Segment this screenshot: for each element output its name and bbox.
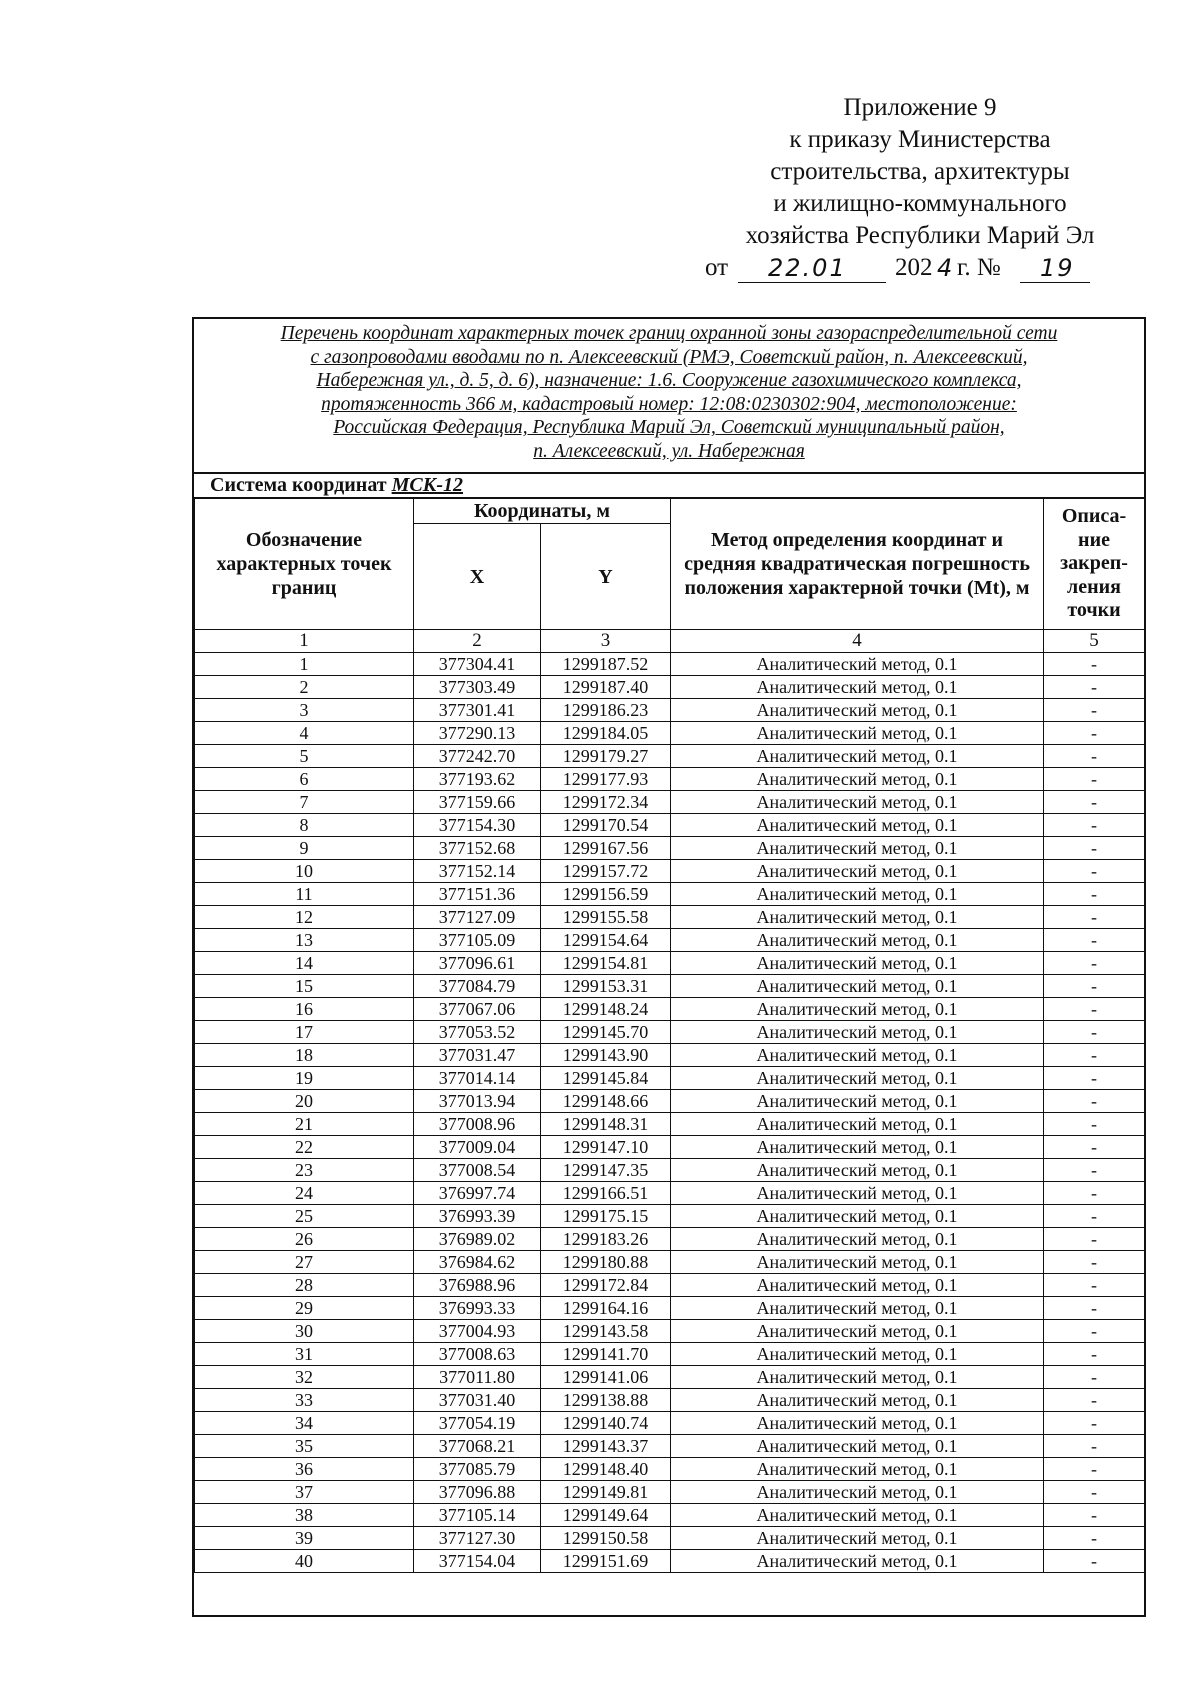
x-coordinate: 377127.09 (414, 906, 541, 929)
fixing-description: - (1044, 1458, 1145, 1481)
table-row (195, 1343, 1145, 1366)
y-coordinate: 1299164.16 (541, 1297, 671, 1320)
fixing-description: - (1044, 1366, 1145, 1389)
title-line: п. Алексеевский, ул. Набережная (533, 440, 805, 462)
y-coordinate: 1299154.81 (541, 952, 671, 975)
fixing-description: - (1044, 1067, 1145, 1090)
point-id: 24 (195, 1182, 414, 1205)
point-id: 23 (195, 1159, 414, 1182)
y-coordinate: 1299183.26 (541, 1228, 671, 1251)
y-coordinate: 1299143.90 (541, 1044, 671, 1067)
y-coordinate: 1299149.64 (541, 1504, 671, 1527)
point-id: 31 (195, 1343, 414, 1366)
fixing-description: - (1044, 952, 1145, 975)
point-id: 19 (195, 1067, 414, 1090)
x-coordinate: 377105.14 (414, 1504, 541, 1527)
y-coordinate: 1299145.70 (541, 1021, 671, 1044)
y-coordinate: 1299148.24 (541, 998, 671, 1021)
method: Аналитический метод, 0.1 (671, 1090, 1044, 1113)
table-row (195, 1550, 1145, 1573)
handwritten-date: 22.01 (768, 254, 847, 282)
fixing-description: - (1044, 1343, 1145, 1366)
point-id: 12 (195, 906, 414, 929)
y-coordinate: 1299148.66 (541, 1090, 671, 1113)
method: Аналитический метод, 0.1 (671, 1274, 1044, 1297)
table-row (195, 998, 1145, 1021)
x-coordinate: 377152.68 (414, 837, 541, 860)
x-coordinate: 377152.14 (414, 860, 541, 883)
table-row (195, 722, 1145, 745)
point-id: 13 (195, 929, 414, 952)
table-row (195, 1113, 1145, 1136)
fixing-description: - (1044, 653, 1145, 676)
method: Аналитический метод, 0.1 (671, 1412, 1044, 1435)
point-id: 21 (195, 1113, 414, 1136)
x-coordinate: 377304.41 (414, 653, 541, 676)
y-coordinate: 1299153.31 (541, 975, 671, 998)
x-coordinate: 377290.13 (414, 722, 541, 745)
method: Аналитический метод, 0.1 (671, 1136, 1044, 1159)
x-coordinate: 377154.30 (414, 814, 541, 837)
point-id: 7 (195, 791, 414, 814)
x-coordinate: 377085.79 (414, 1458, 541, 1481)
fixing-description: - (1044, 1136, 1145, 1159)
year-suffix-number-sign: г. № (957, 254, 1001, 281)
table-row (195, 653, 1145, 676)
appendix-header (690, 92, 1150, 286)
y-coordinate: 1299147.35 (541, 1159, 671, 1182)
point-id: 1 (195, 653, 414, 676)
table-row (195, 1389, 1145, 1412)
fixing-description: - (1044, 1044, 1145, 1067)
method: Аналитический метод, 0.1 (671, 814, 1044, 837)
table-row (195, 814, 1145, 837)
table-row (195, 745, 1145, 768)
fixing-description: - (1044, 1389, 1145, 1412)
x-coordinate: 377159.66 (414, 791, 541, 814)
header-y: Y (541, 524, 671, 630)
x-coordinate: 377105.09 (414, 929, 541, 952)
table-row (195, 1435, 1145, 1458)
header-x: X (414, 524, 541, 630)
point-id: 38 (195, 1504, 414, 1527)
x-coordinate: 377193.62 (414, 768, 541, 791)
fixing-description: - (1044, 975, 1145, 998)
table-row (195, 883, 1145, 906)
title-line: Российская Федерация, Республика Марий Эл, Советский муниципальный район, (333, 417, 1005, 439)
y-coordinate: 1299154.64 (541, 929, 671, 952)
table-row (195, 1297, 1145, 1320)
header-point-designation: Обозначение характерных точек границ (195, 499, 414, 630)
method: Аналитический метод, 0.1 (671, 998, 1044, 1021)
fixing-description: - (1044, 1113, 1145, 1136)
x-coordinate: 376989.02 (414, 1228, 541, 1251)
point-id: 27 (195, 1251, 414, 1274)
x-coordinate: 377011.80 (414, 1366, 541, 1389)
appendix-line: строительства, архитектуры (770, 158, 1070, 185)
point-id: 32 (195, 1366, 414, 1389)
fixing-description: - (1044, 1412, 1145, 1435)
y-coordinate: 1299177.93 (541, 768, 671, 791)
y-coordinate: 1299187.52 (541, 653, 671, 676)
method: Аналитический метод, 0.1 (671, 1343, 1044, 1366)
y-coordinate: 1299149.81 (541, 1481, 671, 1504)
table-row (195, 1228, 1145, 1251)
method: Аналитический метод, 0.1 (671, 1320, 1044, 1343)
table-row (195, 1481, 1145, 1504)
point-id: 3 (195, 699, 414, 722)
fixing-description: - (1044, 768, 1145, 791)
y-coordinate: 1299150.58 (541, 1527, 671, 1550)
y-coordinate: 1299145.84 (541, 1067, 671, 1090)
method: Аналитический метод, 0.1 (671, 1228, 1044, 1251)
appendix-line: Приложение 9 (843, 94, 997, 121)
y-coordinate: 1299179.27 (541, 745, 671, 768)
x-coordinate: 376988.96 (414, 1274, 541, 1297)
y-coordinate: 1299147.10 (541, 1136, 671, 1159)
column-number-row: 1 2 3 4 5 (195, 630, 1145, 653)
table-row (195, 1205, 1145, 1228)
x-coordinate: 377127.30 (414, 1527, 541, 1550)
method: Аналитический метод, 0.1 (671, 1205, 1044, 1228)
y-coordinate: 1299187.40 (541, 676, 671, 699)
method: Аналитический метод, 0.1 (671, 883, 1044, 906)
appendix-line: к приказу Министерства (789, 126, 1051, 153)
appendix-line: хозяйства Республики Марий Эл (745, 222, 1095, 249)
coordinates-table (194, 498, 1145, 1573)
x-coordinate: 377053.52 (414, 1021, 541, 1044)
x-coordinate: 376993.39 (414, 1205, 541, 1228)
x-coordinate: 377301.41 (414, 699, 541, 722)
point-id: 17 (195, 1021, 414, 1044)
method: Аналитический метод, 0.1 (671, 860, 1044, 883)
method: Аналитический метод, 0.1 (671, 929, 1044, 952)
method: Аналитический метод, 0.1 (671, 653, 1044, 676)
point-id: 8 (195, 814, 414, 837)
fixing-description: - (1044, 814, 1145, 837)
point-id: 15 (195, 975, 414, 998)
table-row (195, 929, 1145, 952)
method: Аналитический метод, 0.1 (671, 952, 1044, 975)
point-id: 5 (195, 745, 414, 768)
method: Аналитический метод, 0.1 (671, 1458, 1044, 1481)
method: Аналитический метод, 0.1 (671, 1021, 1044, 1044)
method: Аналитический метод, 0.1 (671, 1251, 1044, 1274)
fixing-description: - (1044, 722, 1145, 745)
fixing-description: - (1044, 837, 1145, 860)
point-id: 36 (195, 1458, 414, 1481)
point-id: 18 (195, 1044, 414, 1067)
x-coordinate: 377096.88 (414, 1481, 541, 1504)
year-prefix: 202 (895, 254, 933, 281)
x-coordinate: 377008.54 (414, 1159, 541, 1182)
x-coordinate: 377008.96 (414, 1113, 541, 1136)
x-coordinate: 377067.06 (414, 998, 541, 1021)
fixing-description: - (1044, 883, 1145, 906)
method: Аналитический метод, 0.1 (671, 745, 1044, 768)
y-coordinate: 1299148.40 (541, 1458, 671, 1481)
point-id: 34 (195, 1412, 414, 1435)
y-coordinate: 1299156.59 (541, 883, 671, 906)
table-row (195, 860, 1145, 883)
method: Аналитический метод, 0.1 (671, 1527, 1044, 1550)
method: Аналитический метод, 0.1 (671, 1182, 1044, 1205)
point-id: 35 (195, 1435, 414, 1458)
table-row (195, 837, 1145, 860)
point-id: 25 (195, 1205, 414, 1228)
x-coordinate: 377008.63 (414, 1343, 541, 1366)
fixing-description: - (1044, 791, 1145, 814)
x-coordinate: 377009.04 (414, 1136, 541, 1159)
method: Аналитический метод, 0.1 (671, 722, 1044, 745)
y-coordinate: 1299155.58 (541, 906, 671, 929)
y-coordinate: 1299172.84 (541, 1274, 671, 1297)
title-line: Набережная ул., д. 5, д. 6), назначение: 1.6. Сооружение газохимического комплекса, (316, 370, 1022, 392)
method: Аналитический метод, 0.1 (671, 1389, 1044, 1412)
method: Аналитический метод, 0.1 (671, 1481, 1044, 1504)
x-coordinate: 377154.04 (414, 1550, 541, 1573)
point-id: 33 (195, 1389, 414, 1412)
x-coordinate: 376984.62 (414, 1251, 541, 1274)
table-row (195, 1182, 1145, 1205)
point-id: 28 (195, 1274, 414, 1297)
method: Аналитический метод, 0.1 (671, 1366, 1044, 1389)
point-id: 11 (195, 883, 414, 906)
point-id: 14 (195, 952, 414, 975)
y-coordinate: 1299167.56 (541, 837, 671, 860)
table-row (195, 1136, 1145, 1159)
method: Аналитический метод, 0.1 (671, 699, 1044, 722)
fixing-description: - (1044, 1550, 1145, 1573)
title-line: протяженность 366 м, кадастровый номер: 12:08:0230302:904, местоположение: (321, 393, 1017, 415)
x-coordinate: 377031.40 (414, 1389, 541, 1412)
order-date-line (690, 252, 1150, 286)
title-line: с газопроводами вводами по п. Алексеевский (РМЭ, Советский район, п. Алексеевский, (310, 346, 1028, 368)
table-row (195, 791, 1145, 814)
fixing-description: - (1044, 1251, 1145, 1274)
fixing-description: - (1044, 1297, 1145, 1320)
header-method: Метод определения координат и средняя квадратическая погрешность положения характерной точки (Mt), м (671, 499, 1044, 630)
fixing-description: - (1044, 1159, 1145, 1182)
table-row (195, 906, 1145, 929)
point-id: 2 (195, 676, 414, 699)
table-row (195, 1412, 1145, 1435)
point-id: 39 (195, 1527, 414, 1550)
y-coordinate: 1299175.15 (541, 1205, 671, 1228)
fixing-description: - (1044, 1481, 1145, 1504)
method: Аналитический метод, 0.1 (671, 1113, 1044, 1136)
fixing-description: - (1044, 699, 1145, 722)
table-row (195, 1251, 1145, 1274)
table-row (195, 1067, 1145, 1090)
point-id: 4 (195, 722, 414, 745)
table-row (195, 676, 1145, 699)
fixing-description: - (1044, 929, 1145, 952)
fixing-description: - (1044, 1205, 1145, 1228)
coordinate-system (194, 474, 1144, 498)
table-row (195, 952, 1145, 975)
x-coordinate: 377004.93 (414, 1320, 541, 1343)
x-coordinate: 377014.14 (414, 1067, 541, 1090)
method: Аналитический метод, 0.1 (671, 1550, 1044, 1573)
table-row (195, 1527, 1145, 1550)
fixing-description: - (1044, 1320, 1145, 1343)
y-coordinate: 1299140.74 (541, 1412, 671, 1435)
point-id: 37 (195, 1481, 414, 1504)
y-coordinate: 1299184.05 (541, 722, 671, 745)
x-coordinate: 376993.33 (414, 1297, 541, 1320)
point-id: 6 (195, 768, 414, 791)
table-row (195, 1044, 1145, 1067)
header-coordinates: Координаты, м (414, 499, 671, 524)
table-row (195, 699, 1145, 722)
point-id: 22 (195, 1136, 414, 1159)
y-coordinate: 1299170.54 (541, 814, 671, 837)
point-id: 40 (195, 1550, 414, 1573)
x-coordinate: 377068.21 (414, 1435, 541, 1458)
method: Аналитический метод, 0.1 (671, 1504, 1044, 1527)
table-row (195, 1021, 1145, 1044)
y-coordinate: 1299172.34 (541, 791, 671, 814)
coordinate-system-label: Система координат (210, 474, 387, 496)
fixing-description: - (1044, 1021, 1145, 1044)
fixing-description: - (1044, 1228, 1145, 1251)
table-row (195, 1458, 1145, 1481)
method: Аналитический метод, 0.1 (671, 768, 1044, 791)
y-coordinate: 1299148.31 (541, 1113, 671, 1136)
x-coordinate: 377242.70 (414, 745, 541, 768)
coordinates-document (192, 317, 1146, 1617)
y-coordinate: 1299138.88 (541, 1389, 671, 1412)
fixing-description: - (1044, 1435, 1145, 1458)
method: Аналитический метод, 0.1 (671, 791, 1044, 814)
method: Аналитический метод, 0.1 (671, 1435, 1044, 1458)
point-id: 30 (195, 1320, 414, 1343)
x-coordinate: 377013.94 (414, 1090, 541, 1113)
fixing-description: - (1044, 1090, 1145, 1113)
point-id: 16 (195, 998, 414, 1021)
y-coordinate: 1299143.37 (541, 1435, 671, 1458)
from-label: от (705, 254, 729, 281)
fixing-description: - (1044, 1527, 1145, 1550)
table-row (195, 1366, 1145, 1389)
x-coordinate: 377031.47 (414, 1044, 541, 1067)
table-row (195, 1320, 1145, 1343)
fixing-description: - (1044, 860, 1145, 883)
x-coordinate: 377151.36 (414, 883, 541, 906)
table-row (195, 1090, 1145, 1113)
fixing-description: - (1044, 1504, 1145, 1527)
table-row (195, 1159, 1145, 1182)
y-coordinate: 1299143.58 (541, 1320, 671, 1343)
y-coordinate: 1299151.69 (541, 1550, 671, 1573)
header-description: Описа- ние закреп- ления точки (1044, 499, 1145, 630)
method: Аналитический метод, 0.1 (671, 1297, 1044, 1320)
method: Аналитический метод, 0.1 (671, 975, 1044, 998)
point-id: 20 (195, 1090, 414, 1113)
x-coordinate: 377084.79 (414, 975, 541, 998)
table-row (195, 768, 1145, 791)
point-id: 29 (195, 1297, 414, 1320)
table-row (195, 1504, 1145, 1527)
point-id: 9 (195, 837, 414, 860)
fixing-description: - (1044, 745, 1145, 768)
table-row (195, 1274, 1145, 1297)
method: Аналитический метод, 0.1 (671, 1044, 1044, 1067)
fixing-description: - (1044, 1274, 1145, 1297)
y-coordinate: 1299166.51 (541, 1182, 671, 1205)
point-id: 10 (195, 860, 414, 883)
table-row (195, 975, 1145, 998)
y-coordinate: 1299186.23 (541, 699, 671, 722)
handwritten-number: 19 (1040, 254, 1075, 282)
handwritten-year-digit: 4 (937, 254, 955, 282)
x-coordinate: 377096.61 (414, 952, 541, 975)
method: Аналитический метод, 0.1 (671, 676, 1044, 699)
document-title (194, 319, 1144, 474)
title-line: Перечень координат характерных точек границ охранной зоны газораспределительной сети (280, 323, 1058, 344)
fixing-description: - (1044, 676, 1145, 699)
method: Аналитический метод, 0.1 (671, 837, 1044, 860)
fixing-description: - (1044, 906, 1145, 929)
y-coordinate: 1299180.88 (541, 1251, 671, 1274)
method: Аналитический метод, 0.1 (671, 1159, 1044, 1182)
fixing-description: - (1044, 998, 1145, 1021)
appendix-line: и жилищно-коммунального (773, 190, 1067, 217)
x-coordinate: 377303.49 (414, 676, 541, 699)
method: Аналитический метод, 0.1 (671, 1067, 1044, 1090)
y-coordinate: 1299157.72 (541, 860, 671, 883)
coordinate-system-value: МСК-12 (391, 474, 463, 496)
fixing-description: - (1044, 1182, 1145, 1205)
y-coordinate: 1299141.06 (541, 1366, 671, 1389)
x-coordinate: 376997.74 (414, 1182, 541, 1205)
y-coordinate: 1299141.70 (541, 1343, 671, 1366)
method: Аналитический метод, 0.1 (671, 906, 1044, 929)
x-coordinate: 377054.19 (414, 1412, 541, 1435)
point-id: 26 (195, 1228, 414, 1251)
